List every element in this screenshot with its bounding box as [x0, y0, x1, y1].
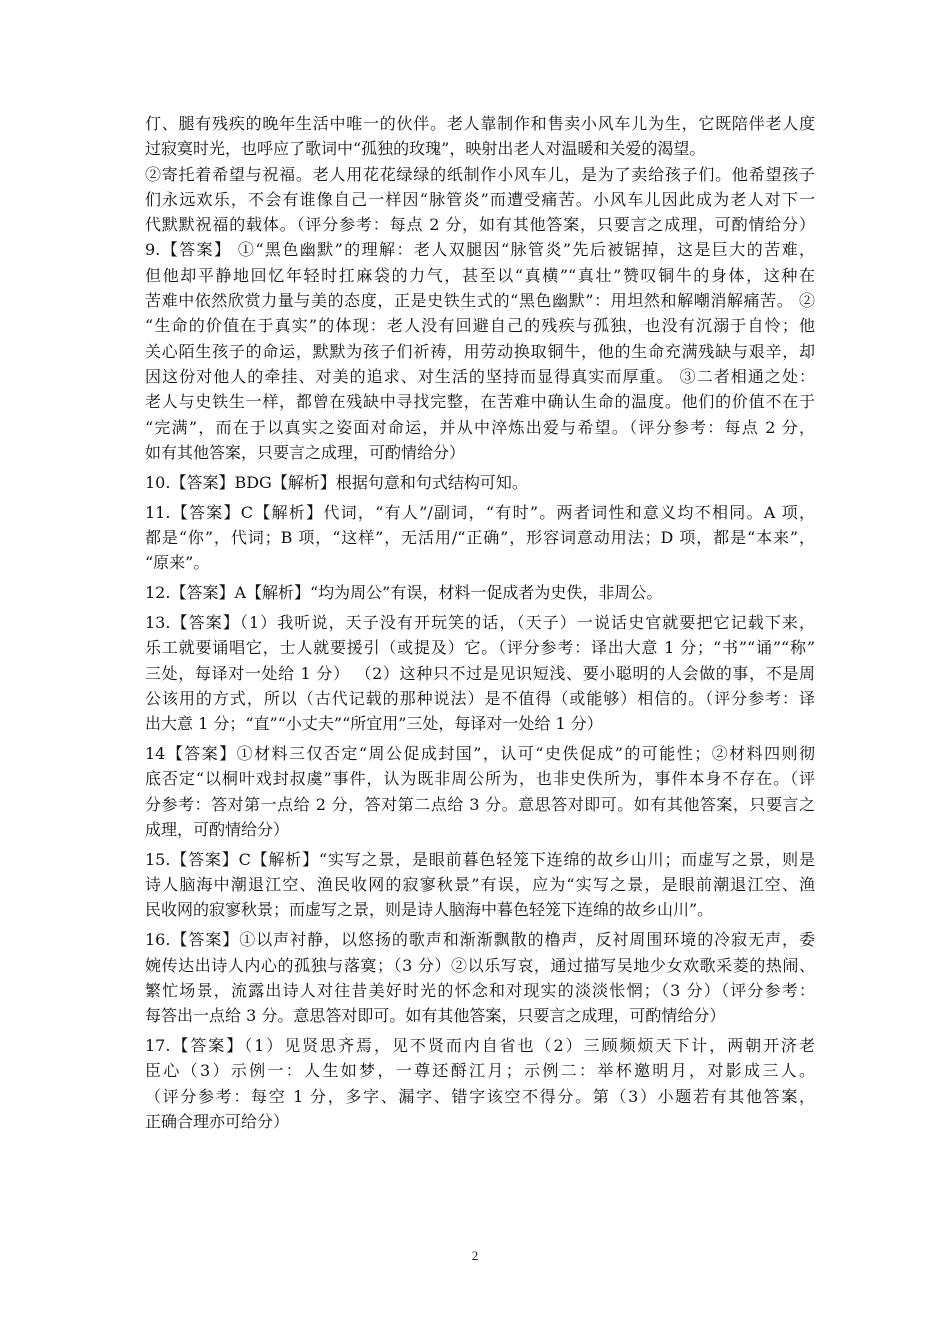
text-line: 9.【答案】 ①“黑色幽默”的理解：老人双腿因“脉管炎”先后被锯掉，这是巨大的苦难， — [145, 240, 815, 260]
text-line: 14【答案】①材料三仅否定“周公促成封国”，认可“史佚促成”的可能性；②材料四则彻 — [145, 744, 815, 764]
text-line: 分参考：答对第一点给 2 分，答对第二点给 3 分。意思答对即可。如有其他答案，只要言之 — [145, 794, 815, 814]
text-line: 15.【答案】C【解析】“实写之景，是眼前暮色轻笼下连绵的故乡山川；而虚写之景，则是 — [145, 849, 815, 869]
answer-block-14 — [145, 741, 815, 842]
answer-block-13 — [145, 610, 815, 736]
text-line: 老人与史铁生一样，都曾在残缺中寻找完整，在苦难中确认生命的温度。他们的价值不在于 — [145, 392, 815, 412]
text-line: 三处，每译对一处给 1 分） （2）这种只不过是见识短浅、要小聪明的人会做的事，不是周 — [145, 663, 815, 683]
text-line: 苦难中依然欣赏力量与美的态度，正是史铁生式的“黑色幽默”：用坦然和解嘲消解痛苦。 ② — [145, 291, 815, 311]
answer-content — [145, 111, 815, 1139]
text-line: 诗人脑海中潮退江空、渔民收网的寂寥秋景”有误，应为“实写之景，是眼前潮退江空、渔 — [145, 875, 815, 895]
text-line: 11.【答案】C【解析】代词，“有人”/副词，“有时”。两者词性和意义均不相同。A 项， — [145, 502, 815, 522]
text-line: 繁忙场景，流露出诗人对往昔美好时光的怀念和对现实的淡淡怅惘；（3 分）（评分参考： — [145, 980, 815, 1000]
text-line: “完满”，而在于以真实之姿面对命运，并从中淬炼出爱与希望。（评分参考：每点 2 分， — [145, 417, 815, 437]
answer-block-12 — [145, 580, 815, 605]
text-line: “原来”。 — [145, 553, 210, 573]
text-line: 代默默祝福的载体。（评分参考：每点 2 分，如有其他答案，只要言之成理，可酌情给分） — [145, 215, 815, 235]
text-line: 乐工就要诵唱它，士人就要援引（或提及）它。（评分参考：译出大意 1 分；“书”“诵”“称” — [145, 638, 815, 658]
text-line: 臣心（3）示例一：人生如梦，一尊还酹江月；示例二：举杯邀明月，对影成三人。 — [145, 1061, 815, 1081]
text-line: 底否定“以桐叶戏封叔虞”事件，认为既非周公所为，也非史佚所为，事件本身不存在。（评 — [145, 769, 815, 789]
text-line: （评分参考：每空 1 分，多字、漏字、错字该空不得分。第（3）小题若有其他答案， — [145, 1086, 815, 1106]
answer-block-16 — [145, 927, 815, 1028]
text-line: 但他却平静地回忆年轻时扛麻袋的力气，甚至以“真横”“真壮”赞叹铜牛的身体，这种在 — [145, 265, 815, 285]
text-line: 成理，可酌情给分） — [145, 819, 290, 839]
text-line: 10.【答案】BDG【解析】根据句意和句式结构可知。 — [145, 472, 528, 492]
text-line: 13.【答案】（1）我听说，天子没有开玩笑的话，（天子）一说话史官就要把它记载下来， — [145, 613, 815, 633]
text-line: 都是“你”，代词；B 项，“这样”，无活用/“正确”，形容词意动用法；D 项，都是“本来”， — [145, 527, 815, 547]
answer-block-11 — [145, 500, 815, 576]
answer-block-10 — [145, 470, 815, 495]
answer-block-17 — [145, 1033, 815, 1134]
text-line: 如有其他答案，只要言之成理，可酌情给分） — [145, 442, 466, 462]
text-line: 正确合理亦可给分） — [145, 1112, 290, 1132]
text-line: 12.【答案】A【解析】“均为周公”有误，材料一促成者为史佚，非周公。 — [145, 583, 663, 603]
page-number: 2 — [471, 1248, 479, 1263]
text-line: 17.【答案】（1）见贤思齐焉，见不贤而内自省也（2）三顾频烦天下计，两朝开济老 — [145, 1036, 815, 1056]
text-line: 每答出一点给 3 分。意思答对即可。如有其他答案，只要言之成理，可酌情给分） — [145, 1006, 726, 1026]
answer-block-15 — [145, 847, 815, 923]
text-line: “生命的价值在于真实”的体现：老人没有回避自己的残疾与孤独，也没有沉溺于自怜；他 — [145, 316, 815, 336]
text-line: 们永远欢乐，不会有谁像自己一样因“脉管炎”而遭受痛苦。小风车儿因此成为老人对下一 — [145, 189, 815, 209]
text-line: 16.【答案】①以声衬静，以悠扬的歌声和渐渐飘散的橹声，反衬周围环境的冷寂无声，委 — [145, 930, 815, 950]
text-line: 因这份对他人的牵挂、对美的追求、对生活的坚持而显得真实而厚重。 ③二者相通之处： — [145, 366, 815, 386]
text-line: 仃、腿有残疾的晚年生活中唯一的伙伴。老人靠制作和售卖小风车儿为生，它既陪伴老人度 — [145, 114, 815, 133]
answer-block-8-9 — [145, 111, 815, 465]
text-line: 民收网的寂寥秋景；而虚写之景，则是诗人脑海中暮色轻笼下连绵的故乡山川”。 — [145, 900, 714, 920]
text-line: 公该用的方式，所以（古代记载的那种说法）是不值得（或能够）相信的。（评分参考：译 — [145, 688, 815, 708]
text-line: 关心陌生孩子的命运，默默为孩子们祈祷，用劳动换取铜牛，他的生命充满残缺与艰辛，却 — [145, 341, 815, 361]
text-line: 出大意 1 分；“直”“小丈夫”“所宜用”三处，每译对一处给 1 分） — [145, 714, 603, 734]
text-line: 过寂寞时光，也呼应了歌词中“孤独的玫瑰”，映射出老人对温暖和关爱的渴望。 — [145, 139, 706, 159]
text-line: ②寄托着希望与祝福。老人用花花绿绿的纸制作小风车儿，是为了卖给孩子们。他希望孩子 — [145, 164, 815, 184]
text-line: 婉传达出诗人内心的孤独与落寞；（3 分）②以乐写哀，通过描写吴地少女欢歌采菱的热闹、 — [145, 955, 815, 975]
